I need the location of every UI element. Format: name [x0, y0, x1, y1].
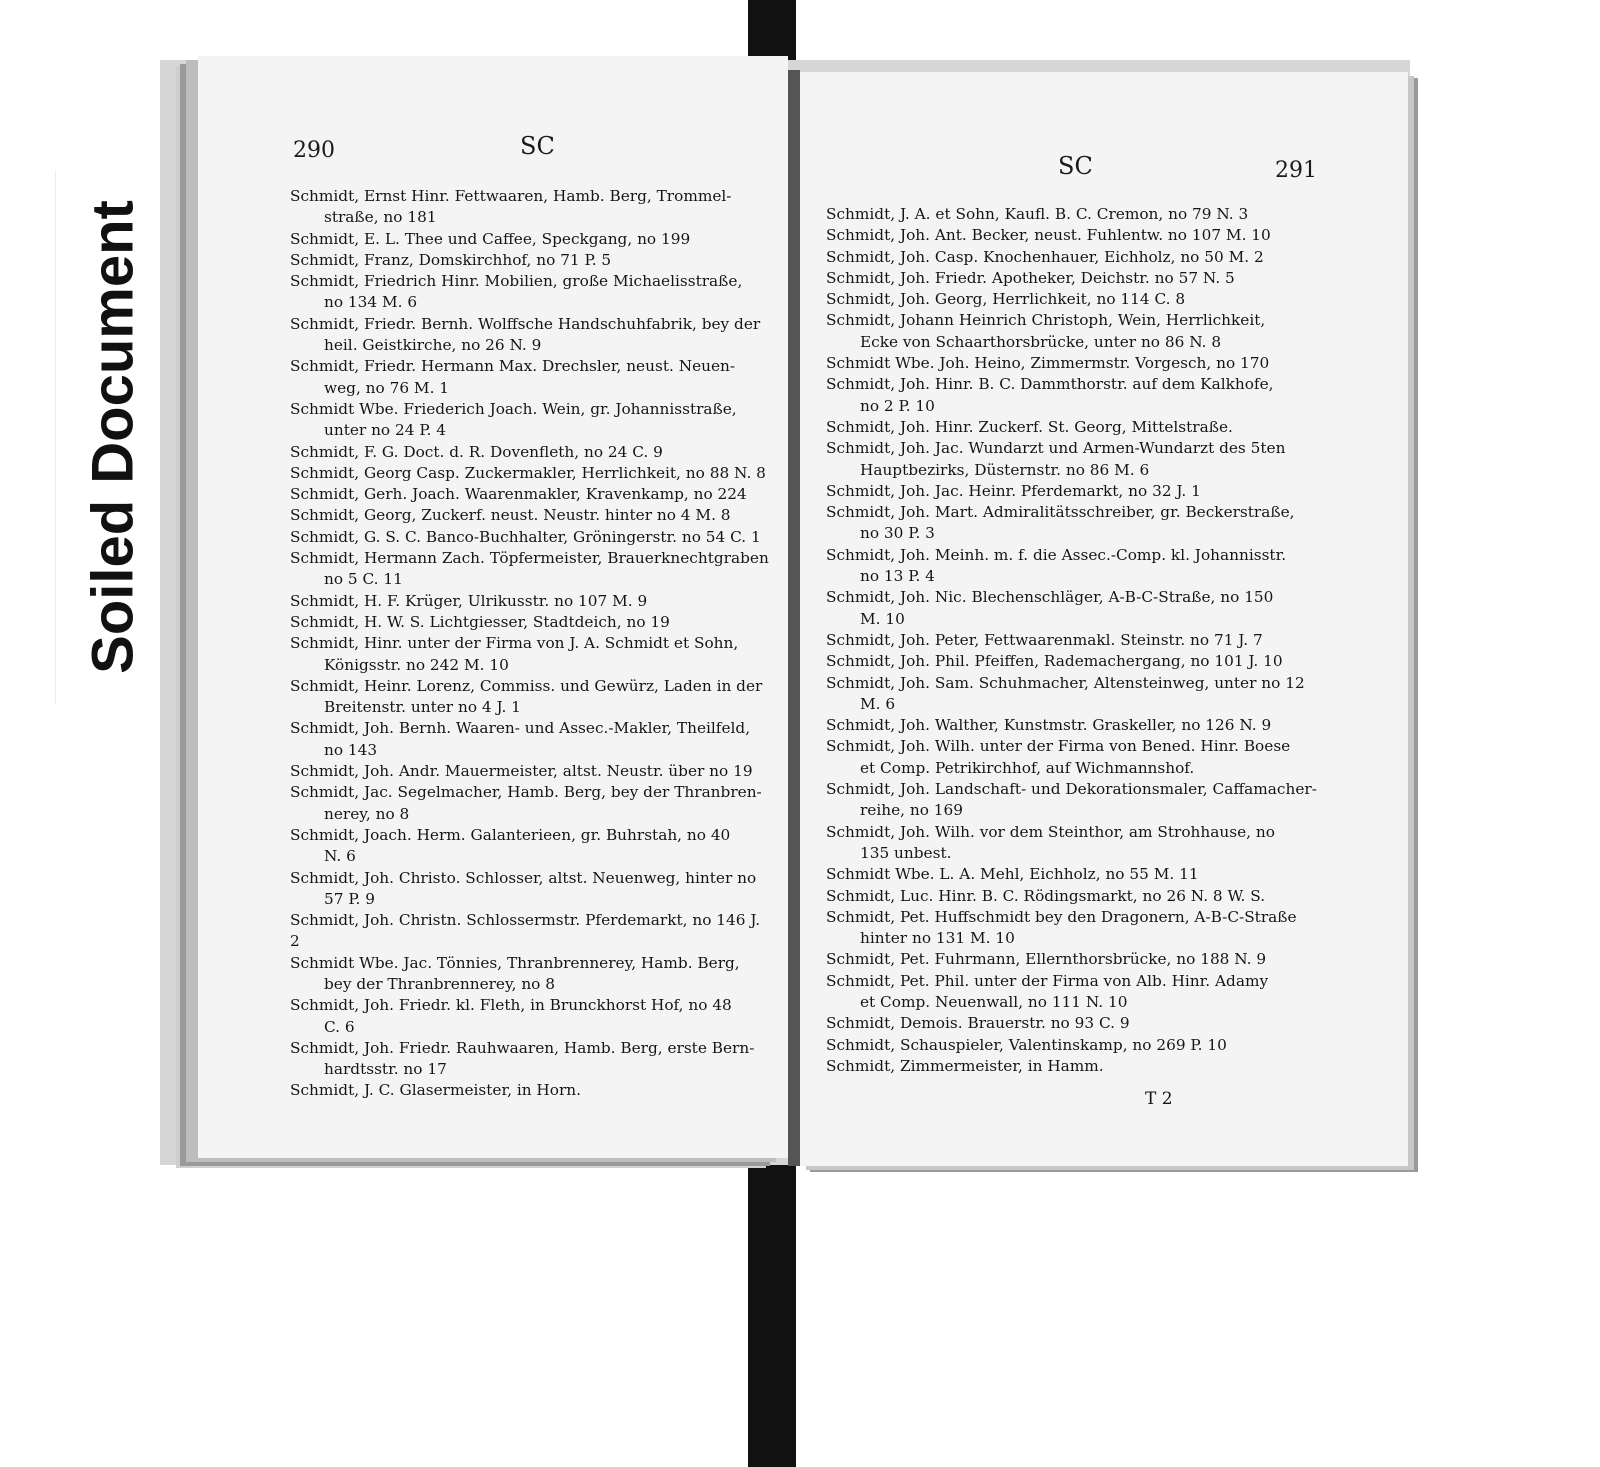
entry-continuation: reihe, no 169 — [860, 801, 964, 820]
entry-line: Schmidt, Joh. Friedr. kl. Fleth, in Brunckhorst Hof, no 48 — [290, 996, 732, 1015]
entry-continuation: M. 6 — [860, 694, 896, 713]
directory-entry — [290, 250, 770, 271]
entry-continuation: Hauptbezirks, Düsternstr. no 86 M. 6 — [860, 460, 1150, 479]
entry-line: Schmidt, Johann Heinrich Christoph, Wein, Herrlichkeit, — [826, 311, 1266, 330]
entry-line: Schmidt, H. F. Krüger, Ulrikusstr. no 107 M. 9 — [290, 591, 648, 610]
entry-continuation: 135 unbest. — [860, 843, 952, 862]
directory-entry — [826, 1013, 1318, 1034]
entry-line: Schmidt, Hermann Zach. Töpfermeister, Brauerknechtgraben — [290, 549, 769, 568]
directory-entry — [826, 247, 1318, 268]
directory-entry — [290, 399, 770, 442]
entry-continuation: et Comp. Neuenwall, no 111 N. 10 — [860, 992, 1128, 1011]
entry-continuation: no 13 P. 4 — [860, 567, 935, 586]
entry-continuation: no 2 P. 10 — [860, 396, 935, 415]
directory-entry — [290, 548, 770, 591]
directory-entry — [290, 505, 770, 526]
entry-line: Schmidt, Joh. Mart. Admiralitätsschreiber, gr. Beckerstraße, — [826, 503, 1295, 522]
directory-entry — [826, 864, 1318, 885]
signature-mark: T 2 — [1145, 1089, 1173, 1109]
entry-line: Schmidt, Friedrich Hinr. Mobilien, große Michaelisstraße, — [290, 272, 743, 291]
document-label: Soiled Document — [80, 200, 146, 674]
directory-entry — [826, 289, 1318, 310]
directory-entry — [290, 910, 770, 953]
entry-line: Schmidt, Joh. Jac. Wundarzt und Armen-Wundarzt des 5ten — [826, 439, 1286, 458]
entry-continuation: Königsstr. no 242 M. 10 — [324, 655, 509, 674]
left-page — [198, 56, 788, 1158]
entry-line: Schmidt, Pet. Huffschmidt bey den Dragonern, A-B-C-Straße — [826, 907, 1297, 926]
directory-entry — [290, 761, 770, 782]
directory-entry — [826, 310, 1318, 353]
directory-entry — [290, 868, 770, 911]
directory-entry — [290, 591, 770, 612]
directory-entry — [826, 907, 1318, 950]
entry-line: Schmidt, Jac. Segelmacher, Hamb. Berg, bey der Thranbren- — [290, 783, 762, 802]
entry-line: Schmidt Wbe. Friederich Joach. Wein, gr. Johannisstraße, — [290, 399, 737, 418]
entry-line: Schmidt, Gerh. Joach. Waarenmakler, Kravenkamp, no 224 — [290, 485, 747, 504]
directory-entry — [826, 268, 1318, 289]
entry-list — [290, 186, 770, 1102]
entry-line: Schmidt, Joh. Christn. Schlossermstr. Pferdemarkt, no 146 J. 2 — [290, 911, 761, 951]
entry-continuation: no 143 — [324, 740, 378, 759]
directory-entry — [290, 356, 770, 399]
running-header: SC — [1058, 152, 1093, 180]
directory-entry — [290, 1038, 770, 1081]
binding-strip-bottom — [748, 1158, 796, 1467]
directory-entry — [290, 676, 770, 719]
entry-line: Schmidt, E. L. Thee und Caffee, Speckgang, no 199 — [290, 229, 691, 248]
gutter — [788, 70, 800, 1166]
entry-continuation: N. 6 — [324, 847, 356, 866]
directory-entry — [826, 673, 1318, 716]
directory-entry — [826, 715, 1318, 736]
entry-line: Schmidt, J. A. et Sohn, Kaufl. B. C. Cremon, no 79 N. 3 — [826, 205, 1249, 223]
entry-line: Schmidt, Heinr. Lorenz, Commiss. und Gewürz, Laden in der — [290, 676, 763, 695]
entry-line: Schmidt, Joh. Andr. Mauermeister, altst. Neustr. über no 19 — [290, 762, 753, 781]
entry-line: Schmidt, Joh. Walther, Kunstmstr. Graskeller, no 126 N. 9 — [826, 716, 1272, 735]
entry-continuation: Ecke von Schaarthorsbrücke, unter no 86 N. 8 — [860, 332, 1222, 351]
directory-entry — [290, 229, 770, 250]
directory-entry — [826, 736, 1318, 779]
directory-entry — [826, 374, 1318, 417]
directory-entry — [826, 822, 1318, 865]
entry-line: Schmidt, Joh. Casp. Knochenhauer, Eichholz, no 50 M. 2 — [826, 247, 1264, 266]
page-number: 290 — [293, 138, 335, 163]
entry-continuation: unter no 24 P. 4 — [324, 421, 446, 440]
entry-continuation: no 30 P. 3 — [860, 524, 935, 543]
directory-entry — [826, 1056, 1318, 1077]
entry-line: Schmidt, Joh. Georg, Herrlichkeit, no 114 C. 8 — [826, 290, 1186, 309]
directory-entry — [290, 718, 770, 761]
right-page — [800, 72, 1408, 1166]
entry-line: Schmidt, Joh. Hinr. B. C. Dammthorstr. auf dem Kalkhofe, — [826, 375, 1274, 394]
entry-line: Schmidt, Joh. Friedr. Rauhwaaren, Hamb. Berg, erste Bern- — [290, 1038, 755, 1057]
directory-entry — [290, 484, 770, 505]
directory-entry — [826, 417, 1318, 438]
entry-continuation: et Comp. Petrikirchhof, auf Wichmannshof. — [860, 758, 1195, 777]
directory-entry — [826, 971, 1318, 1014]
entry-line: Schmidt, Joh. Wilh. vor dem Steinthor, am Strohhause, no — [826, 822, 1275, 841]
directory-entry — [826, 225, 1318, 246]
entry-line: Schmidt, Pet. Fuhrmann, Ellernthorsbrücke, no 188 N. 9 — [826, 950, 1267, 969]
entry-list — [826, 204, 1318, 1077]
entry-line: Schmidt, Joh. Bernh. Waaren- und Assec.-Makler, Theilfeld, — [290, 719, 751, 738]
entry-continuation: Breitenstr. unter no 4 J. 1 — [324, 698, 521, 717]
entry-line: Schmidt, F. G. Doct. d. R. Dovenfleth, no 24 C. 9 — [290, 442, 663, 461]
entry-line: Schmidt, Joh. Meinh. m. f. die Assec.-Comp. kl. Johannisstr. — [826, 545, 1287, 564]
entry-line: Schmidt, Joh. Wilh. unter der Firma von Bened. Hinr. Boese — [826, 737, 1291, 756]
entry-continuation: hardtsstr. no 17 — [324, 1060, 447, 1079]
directory-entry — [826, 1035, 1318, 1056]
entry-line: Schmidt, Schauspieler, Valentinskamp, no 269 P. 10 — [826, 1035, 1227, 1054]
entry-line: Schmidt, Joh. Nic. Blechenschläger, A-B-C-Straße, no 150 — [826, 588, 1274, 607]
directory-entry — [290, 463, 770, 484]
directory-entry — [290, 442, 770, 463]
entry-continuation: nerey, no 8 — [324, 804, 410, 823]
entry-line: Schmidt, Joh. Ant. Becker, neust. Fuhlentw. no 107 M. 10 — [826, 226, 1271, 245]
directory-entry — [826, 651, 1318, 672]
directory-entry — [290, 633, 770, 676]
running-header: SC — [520, 132, 555, 160]
entry-line: Schmidt, Luc. Hinr. B. C. Rödingsmarkt, no 26 N. 8 W. S. — [826, 886, 1266, 905]
directory-entry — [290, 271, 770, 314]
entry-line: Schmidt, Joh. Landschaft- und Dekorationsmaler, Caffamacher- — [826, 780, 1317, 799]
entry-line: Schmidt, Franz, Domskirchhof, no 71 P. 5 — [290, 250, 612, 269]
directory-entry — [290, 314, 770, 357]
entry-continuation: bey der Thranbrennerey, no 8 — [324, 974, 555, 993]
entry-line: Schmidt, Joach. Herm. Galanterieen, gr. Buhrstah, no 40 — [290, 825, 731, 844]
entry-line: Schmidt, Pet. Phil. unter der Firma von Alb. Hinr. Adamy — [826, 971, 1269, 990]
entry-line: Schmidt, Georg, Zuckerf. neust. Neustr. hinter no 4 M. 8 — [290, 506, 731, 525]
entry-line: Schmidt, Joh. Christo. Schlosser, altst. Neuenweg, hinter no — [290, 868, 757, 887]
entry-continuation: 57 P. 9 — [324, 889, 375, 908]
entry-line: Schmidt Wbe. Joh. Heino, Zimmermstr. Vorgesch, no 170 — [826, 354, 1270, 373]
entry-line: Schmidt, Friedr. Hermann Max. Drechsler, neust. Neuen- — [290, 357, 736, 376]
entry-line: Schmidt, Hinr. unter der Firma von J. A. Schmidt et Sohn, — [290, 634, 739, 653]
entry-continuation: hinter no 131 M. 10 — [860, 929, 1015, 948]
entry-continuation: C. 6 — [324, 1017, 355, 1036]
directory-entry — [826, 545, 1318, 588]
entry-continuation: straße, no 181 — [324, 208, 437, 227]
entry-line: Schmidt, J. C. Glasermeister, in Horn. — [290, 1081, 581, 1100]
entry-continuation: no 134 M. 6 — [324, 293, 418, 312]
directory-entry — [290, 995, 770, 1038]
directory-entry — [826, 587, 1318, 630]
entry-line: Schmidt, Joh. Sam. Schuhmacher, Altensteinweg, unter no 12 — [826, 673, 1305, 692]
entry-continuation: no 5 C. 11 — [324, 570, 403, 589]
entry-line: Schmidt, Demois. Brauerstr. no 93 C. 9 — [826, 1014, 1130, 1033]
entry-line: Schmidt, Joh. Hinr. Zuckerf. St. Georg, Mittelstraße. — [826, 417, 1233, 436]
directory-entry — [290, 825, 770, 868]
directory-entry — [826, 438, 1318, 481]
entry-continuation: M. 10 — [860, 609, 905, 628]
directory-entry — [826, 481, 1318, 502]
entry-line: Schmidt, H. W. S. Lichtgiesser, Stadtdeich, no 19 — [290, 612, 670, 631]
entry-continuation: weg, no 76 M. 1 — [324, 378, 450, 397]
entry-line: Schmidt, Joh. Phil. Pfeiffen, Rademachergang, no 101 J. 10 — [826, 652, 1283, 671]
directory-entry — [290, 527, 770, 548]
entry-line: Schmidt, Ernst Hinr. Fettwaaren, Hamb. Berg, Trommel- — [290, 187, 732, 205]
directory-entry — [826, 502, 1318, 545]
directory-entry — [826, 779, 1318, 822]
directory-entry — [826, 630, 1318, 651]
entry-line: Schmidt, G. S. C. Banco-Buchhalter, Gröningerstr. no 54 C. 1 — [290, 527, 761, 546]
directory-entry — [290, 1080, 770, 1101]
entry-line: Schmidt Wbe. Jac. Tönnies, Thranbrennerey, Hamb. Berg, — [290, 953, 740, 972]
entry-line: Schmidt, Friedr. Bernh. Wolffsche Handschuhfabrik, bey der — [290, 314, 761, 333]
directory-entry — [826, 949, 1318, 970]
entry-line: Schmidt Wbe. L. A. Mehl, Eichholz, no 55 M. 11 — [826, 865, 1199, 884]
directory-entry — [826, 204, 1318, 225]
directory-entry — [826, 353, 1318, 374]
entry-line: Schmidt, Zimmermeister, in Hamm. — [826, 1056, 1104, 1075]
entry-continuation: heil. Geistkirche, no 26 N. 9 — [324, 336, 542, 355]
entry-line: Schmidt, Georg Casp. Zuckermakler, Herrlichkeit, no 88 N. 8 — [290, 463, 766, 482]
directory-entry — [290, 186, 770, 229]
entry-line: Schmidt, Joh. Jac. Heinr. Pferdemarkt, no 32 J. 1 — [826, 481, 1201, 500]
directory-entry — [290, 953, 770, 996]
entry-line: Schmidt, Joh. Peter, Fettwaarenmakl. Steinstr. no 71 J. 7 — [826, 630, 1263, 649]
directory-entry — [290, 612, 770, 633]
directory-entry — [826, 886, 1318, 907]
entry-line: Schmidt, Joh. Friedr. Apotheker, Deichstr. no 57 N. 5 — [826, 268, 1235, 287]
page-number: 291 — [1275, 158, 1317, 183]
directory-entry — [290, 782, 770, 825]
